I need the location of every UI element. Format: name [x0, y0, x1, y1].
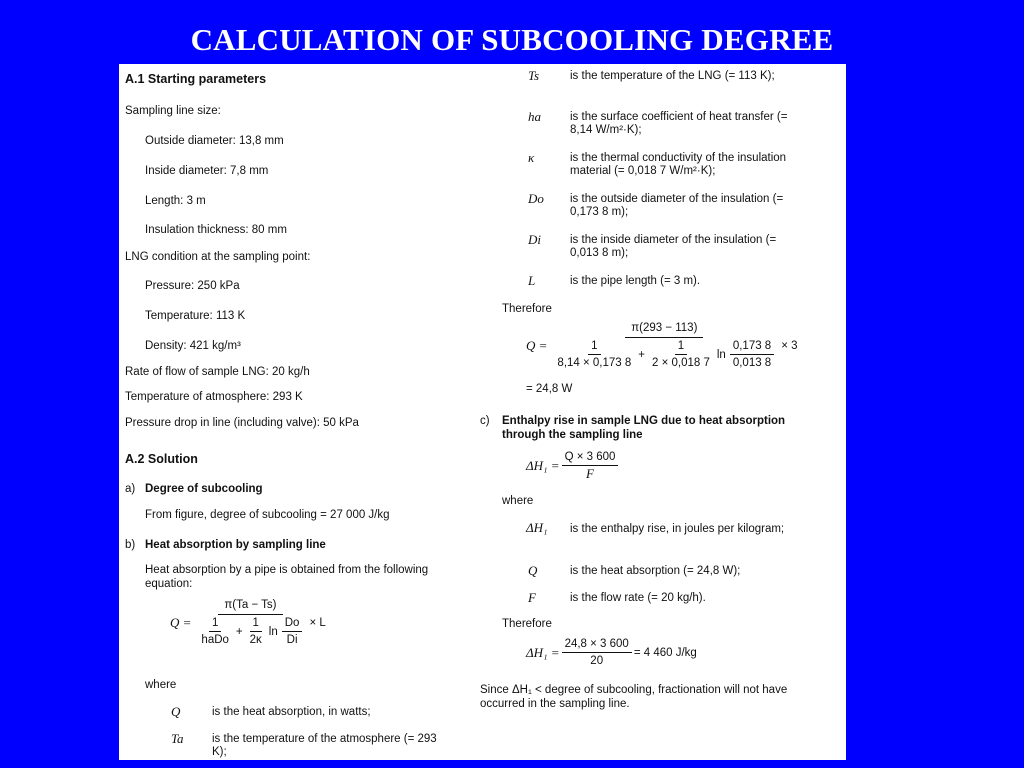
- result-numerator: 24,8 × 3 600: [562, 637, 632, 653]
- enthalpy-result-equation: [526, 637, 697, 668]
- def-symbol-kappa: κ: [528, 150, 535, 165]
- conclusion-text: Since ΔH₁ < degree of subcooling, fractionation will not have occurred in the sampling line.: [480, 684, 788, 710]
- q-plus-sign: +: [638, 348, 645, 361]
- q-main-fraction: [549, 321, 779, 370]
- pressure: Pressure: 250 kPa: [145, 280, 240, 292]
- therefore-label-2: Therefore: [502, 618, 552, 630]
- def-symbol-do: Do: [528, 191, 544, 206]
- q-term1-denominator: 8,14 × 0,173 8: [557, 357, 632, 369]
- term3-denominator: Di: [286, 634, 298, 646]
- def-symbol-ta: Ta: [171, 731, 184, 746]
- def-symbol-q: Q: [171, 704, 181, 719]
- result-value: = 4 460 J/kg: [633, 646, 697, 659]
- q-result: = 24,8 W: [526, 383, 573, 395]
- where-label-2: where: [502, 495, 534, 507]
- temp-atmosphere: Temperature of atmosphere: 293 K: [125, 391, 303, 403]
- enthalpy-equation: [526, 450, 620, 481]
- item-c-label: c): [480, 415, 490, 427]
- plus-sign: +: [235, 625, 243, 638]
- result-denominator: 20: [590, 655, 604, 667]
- def-symbol-q2: Q: [528, 563, 538, 578]
- def-text-l: is the pipe length (= 3 m).: [570, 275, 701, 287]
- enthalpy-lhs: ΔH₁ =: [526, 457, 560, 473]
- q-term2-numerator: 1: [675, 339, 687, 355]
- term3-numerator: Do: [282, 616, 303, 632]
- section-a2-heading: A.2 Solution: [125, 452, 198, 466]
- term2-numerator: 1: [250, 616, 262, 632]
- density: Density: 421 kg/m³: [145, 340, 241, 352]
- def-symbol-dh1: ΔH₁: [526, 520, 548, 535]
- where-label: where: [145, 679, 177, 691]
- equation-numerator: π(Ta − Ts): [218, 598, 282, 615]
- q-term3-numerator: 0,173 8: [730, 339, 774, 355]
- sampling-line-size: Sampling line size:: [125, 105, 221, 117]
- rate-of-flow: Rate of flow of sample LNG: 20 kg/h: [125, 366, 310, 378]
- def-text-ta: is the temperature of the atmosphere (= 293 K);: [212, 733, 437, 758]
- q-term2-denominator: 2 × 0,018 7: [652, 357, 710, 369]
- document-page: [119, 64, 846, 760]
- def-text-f: is the flow rate (= 20 kg/h).: [570, 592, 706, 604]
- q-times-3: × 3: [781, 339, 798, 352]
- enthalpy-numerator: Q × 3 600: [562, 450, 619, 466]
- def-symbol-ha: ha: [528, 109, 541, 124]
- temperature: Temperature: 113 K: [145, 310, 246, 322]
- item-c-title: Enthalpy rise in sample LNG due to heat absorption through the sampling line: [502, 415, 786, 441]
- lng-condition: LNG condition at the sampling point:: [125, 251, 311, 263]
- def-text-dh1: is the enthalpy rise, in joules per kilogram;: [570, 523, 785, 535]
- def-text-ha: is the surface coefficient of heat transfer (= 8,14 W/m²·K);: [570, 111, 788, 136]
- def-text-q: is the heat absorption, in watts;: [212, 706, 371, 718]
- term1-numerator: 1: [209, 616, 221, 632]
- length: Length: 3 m: [145, 195, 206, 207]
- equation-times-l: × L: [309, 616, 326, 629]
- def-text-kappa: is the thermal conductivity of the insulation material (= 0,018 7 W/m²·K);: [570, 152, 787, 177]
- equation-denominator: [193, 615, 307, 647]
- inside-diameter: Inside diameter: 7,8 mm: [145, 165, 269, 177]
- def-symbol-ts: Ts: [528, 68, 540, 83]
- q-lhs: Q =: [526, 337, 548, 353]
- def-text-ts: is the temperature of the LNG (= 113 K);: [570, 70, 775, 82]
- term1-denominator: haDo: [201, 634, 229, 646]
- pressure-drop: Pressure drop in line (including valve): 50 kPa: [125, 417, 359, 429]
- equation-main-fraction: [193, 598, 307, 647]
- therefore-label-1: Therefore: [502, 303, 552, 315]
- def-symbol-di: Di: [528, 232, 541, 247]
- slide-title: CALCULATION OF SUBCOOLING DEGREE: [190, 22, 834, 57]
- q-numerator: π(293 − 113): [625, 321, 703, 338]
- section-a1-heading: A.1 Starting parameters: [125, 72, 267, 86]
- item-a-label: a): [125, 483, 136, 495]
- ln-operator: ln: [268, 625, 278, 638]
- term2-denominator: 2κ: [249, 634, 262, 646]
- def-symbol-f: F: [528, 590, 536, 605]
- item-a-text: From figure, degree of subcooling = 27 000 J/kg: [145, 509, 390, 521]
- outside-diameter: Outside diameter: 13,8 mm: [145, 135, 284, 147]
- heat-absorption-equation: [170, 598, 326, 647]
- insulation-thickness: Insulation thickness: 80 mm: [145, 224, 287, 236]
- q-calculation-equation: [526, 321, 798, 370]
- q-denominator: [549, 338, 779, 370]
- def-text-do: is the outside diameter of the insulation (= 0,173 8 m);: [570, 193, 784, 218]
- q-term1-numerator: 1: [588, 339, 600, 355]
- result-lhs: ΔH₁ =: [526, 644, 560, 660]
- def-text-q2: is the heat absorption (= 24,8 W);: [570, 565, 741, 577]
- item-b-title: Heat absorption by sampling line: [145, 539, 326, 551]
- def-symbol-l: L: [528, 273, 536, 288]
- q-term3-denominator: 0,013 8: [732, 357, 772, 369]
- def-text-di: is the inside diameter of the insulation (= 0,013 8 m);: [570, 234, 777, 259]
- q-ln-operator: ln: [716, 348, 726, 361]
- item-b-label: b): [125, 539, 136, 551]
- item-b-text: Heat absorption by a pipe is obtained from the following equation:: [145, 564, 429, 590]
- item-a-title: Degree of subcooling: [145, 483, 263, 495]
- enthalpy-denominator: F: [586, 466, 594, 481]
- equation-lhs: Q =: [170, 614, 192, 630]
